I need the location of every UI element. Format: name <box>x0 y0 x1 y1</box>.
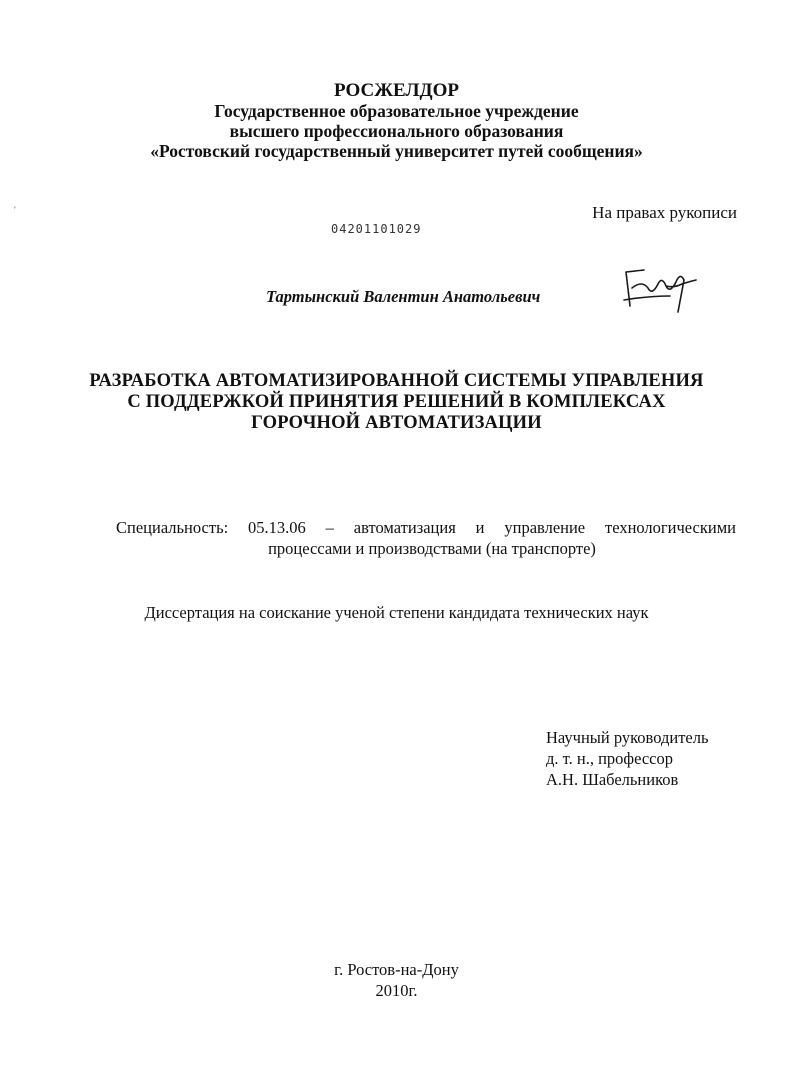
title-line-1: РАЗРАБОТКА АВТОМАТИЗИРОВАННОЙ СИСТЕМЫ УПРАВЛЕНИЯ <box>89 371 704 391</box>
title-line-2: С ПОДДЕРЖКОЙ ПРИНЯТИЯ РЕШЕНИЙ В КОМПЛЕКСАХ <box>127 392 666 412</box>
organization-line-2: высшего профессионального образования <box>229 121 564 141</box>
organization-name: РОСЖЕЛДОР <box>333 80 460 101</box>
organization-line-3: «Ростовский государственный университет путей сообщения» <box>150 141 643 161</box>
title-line-3: ГОРОЧНОЙ АВТОМАТИЗАЦИИ <box>251 413 542 433</box>
supervisor-name: А.Н. Шабельников <box>546 770 679 789</box>
manuscript-note: На правах рукописи <box>592 203 737 222</box>
author-name: Тартынский Валентин Анатольевич <box>266 287 541 306</box>
supervisor-block <box>546 727 709 790</box>
specialty-line-2: процессами и производствами (на транспорте) <box>268 539 596 558</box>
supervisor-degree: д. т. н., профессор <box>546 749 673 768</box>
registration-number: 04201101029 <box>331 222 422 236</box>
year: 2010г. <box>375 981 418 1000</box>
specialty-line-1: Специальность: 05.13.06 – автоматизация и управление технологическими <box>116 518 736 537</box>
signature-icon <box>618 266 700 316</box>
scan-mark: ′ <box>14 205 16 215</box>
organization-line-1: Государственное образовательное учреждение <box>214 101 579 121</box>
place: г. Ростов-на-Дону <box>334 960 459 979</box>
specialty-block <box>116 517 736 559</box>
dissertation-note: Диссертация на соискание ученой степени кандидата технических наук <box>144 603 649 622</box>
supervisor-role: Научный руководитель <box>546 728 709 747</box>
